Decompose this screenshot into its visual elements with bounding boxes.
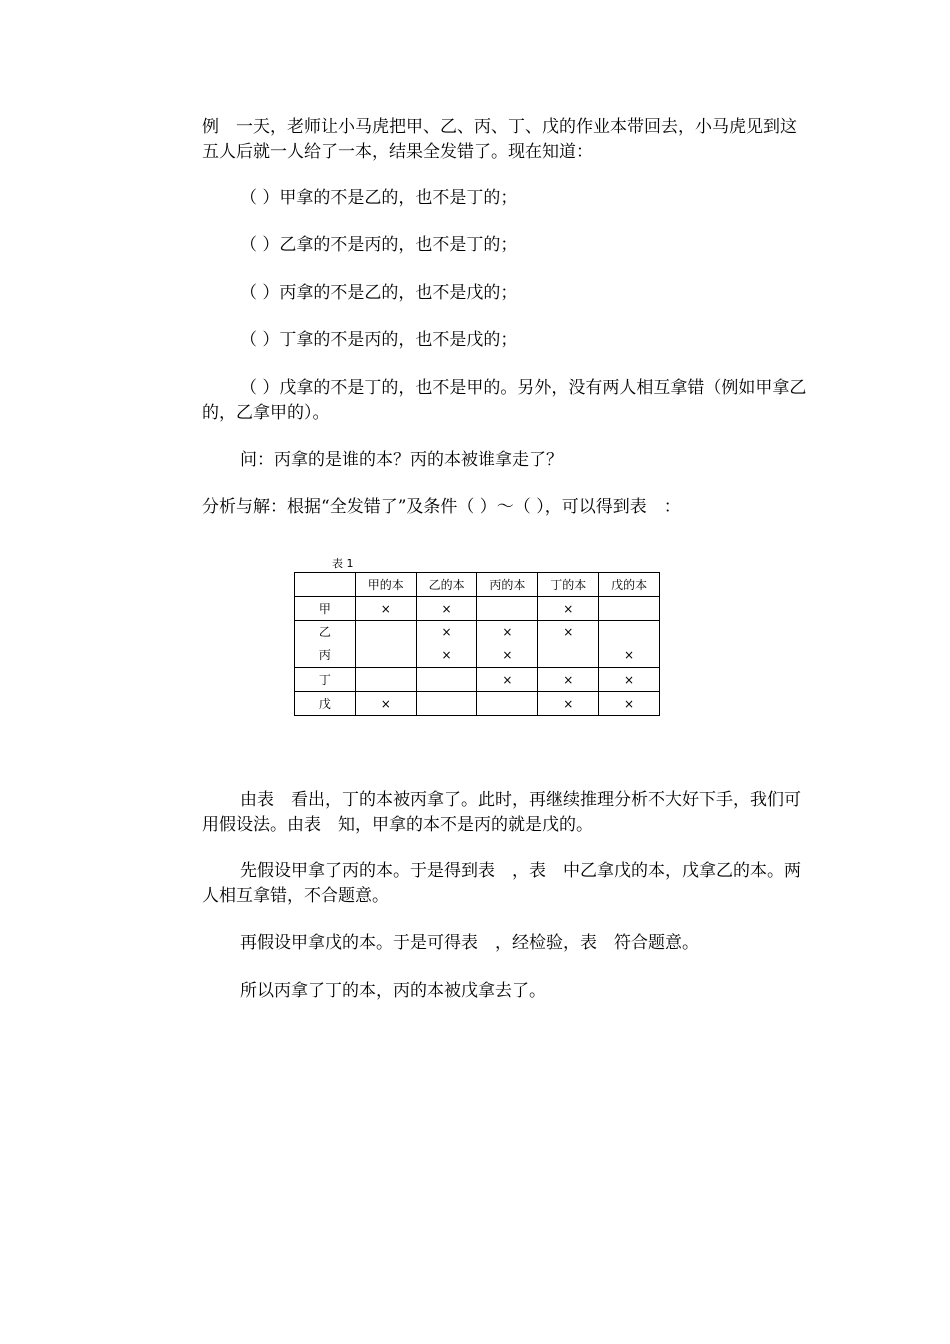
table-cell (355, 668, 416, 692)
condition-5: （ ）戊拿的不是丁的，也不是甲的。另外，没有两人相互拿错（例如甲拿乙的，乙拿甲的）。 (202, 378, 807, 423)
table-cell: × (599, 692, 660, 716)
table-cell (477, 597, 538, 621)
row-label: 甲 (295, 597, 356, 621)
condition-1: （ ）甲拿的不是乙的，也不是丁的； (240, 188, 518, 208)
table-cell: × (355, 597, 416, 621)
table-cell-pair (355, 621, 416, 668)
table-cell-pair (599, 621, 660, 668)
table-cell (599, 621, 659, 644)
table-cell: × (624, 648, 635, 662)
table-cell-pair (477, 621, 538, 668)
row-label: 丙 (318, 648, 331, 662)
table-cell (416, 692, 477, 716)
table-cell: × (538, 668, 599, 692)
table-cell: × (477, 668, 538, 692)
table-cell: × (538, 597, 599, 621)
table-cell: × (538, 692, 599, 716)
condition-4: （ ）丁拿的不是丙的，也不是戊的； (240, 330, 518, 350)
table-cell-pair (538, 621, 599, 668)
row-label-pair (295, 621, 356, 668)
table-cell (356, 621, 416, 644)
row-label: 乙 (318, 625, 331, 639)
table-cell: × (416, 597, 477, 621)
header-cell: 甲的本 (355, 573, 416, 597)
table-1 (294, 556, 660, 716)
table-cell (477, 692, 538, 716)
table-cell (356, 644, 416, 667)
header-cell: 乙的本 (416, 573, 477, 597)
table-cell (416, 668, 477, 692)
question: 问：丙拿的是谁的本？丙的本被谁拿走了？ (240, 450, 563, 470)
table-row (295, 692, 660, 716)
table-cell: × (502, 625, 513, 639)
table-cell (599, 597, 660, 621)
table-row (295, 668, 660, 692)
header-cell (295, 573, 356, 597)
condition-2: （ ）乙拿的不是丙的，也不是丁的； (240, 235, 518, 255)
table-cell-pair (416, 621, 477, 668)
table-cell: × (355, 692, 416, 716)
table-cell: × (441, 648, 452, 662)
table-cell: × (599, 668, 660, 692)
analysis-heading: 分析与解：根据“全发错了”及条件（ ）～（ ），可以得到表 ： (202, 497, 681, 517)
row-label: 戊 (295, 692, 356, 716)
conclusion: 所以丙拿了丁的本，丙的本被戊拿去了。 (240, 981, 546, 1001)
table-header-row (295, 573, 660, 597)
table-row-merged (295, 621, 660, 668)
table-cell: × (502, 648, 513, 662)
header-cell: 丁的本 (538, 573, 599, 597)
intro-paragraph: 例 一天，老师让小马虎把甲、乙、丙、丁、戊的作业本带回去，小马虎见到这五人后就一人给了一本，结果全发错了。现在知道： (202, 117, 797, 162)
table-row (295, 597, 660, 621)
table-caption: 表 1 (332, 557, 354, 570)
reasoning-2: 先假设甲拿了丙的本。于是得到表 ，表 中乙拿戊的本，戊拿乙的本。两人相互拿错，不合题意。 (202, 861, 801, 906)
table-cell: × (441, 625, 452, 639)
header-cell: 戊的本 (599, 573, 660, 597)
table-cell: × (563, 625, 574, 639)
reasoning-1: 由表 看出，丁的本被丙拿了。此时，再继续推理分析不大好下手，我们可用假设法。由表 知，甲拿的本不是丙的就是戊的。 (202, 790, 801, 835)
table-cell (538, 644, 598, 667)
reasoning-3: 再假设甲拿戊的本。于是可得表 ，经检验，表 符合题意。 (240, 933, 699, 953)
condition-3: （ ）丙拿的不是乙的，也不是戊的； (240, 283, 518, 303)
elimination-table (294, 572, 660, 716)
header-cell: 丙的本 (477, 573, 538, 597)
row-label: 丁 (295, 668, 356, 692)
